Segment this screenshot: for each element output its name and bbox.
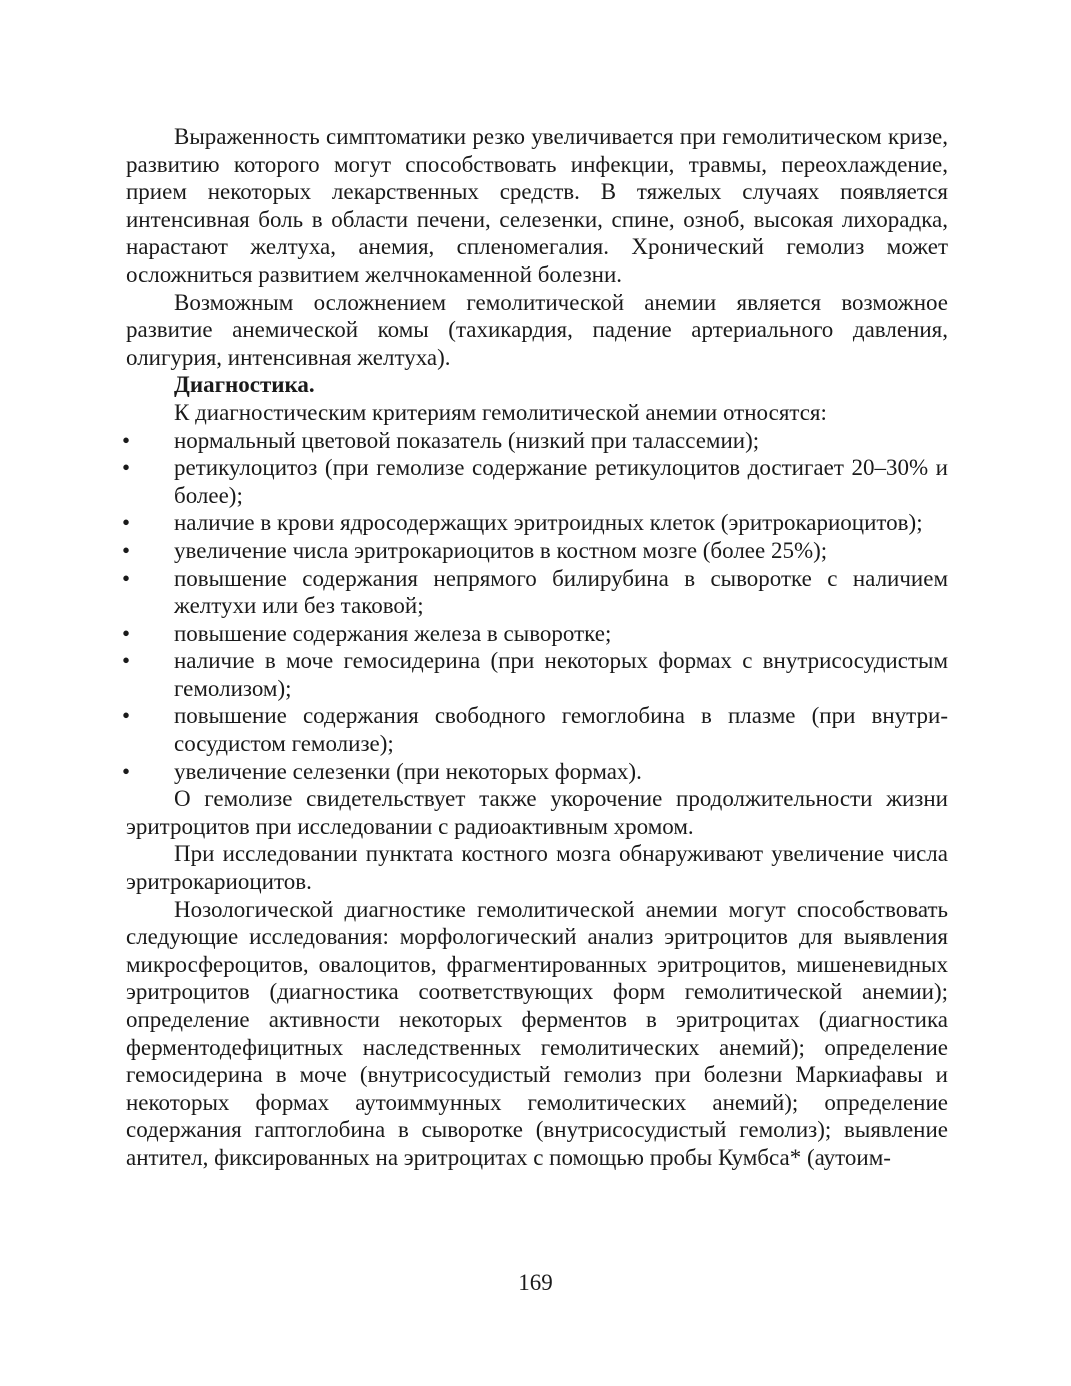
- list-item: [122, 537, 948, 565]
- paragraph-hemolytic-crisis: Выраженность симптоматики резко увеличивается при гемолитическом кризе, развитию которого могут способствовать инфекции, травмы, переохлаждение, прием некоторых лекарственных средств. В тяжелых случаях появляется интенсивная боль в области печени, селезенки, спине, озноб, высокая лихорадка, нарастают желтуха, анемия, спленомегалия. Хронический гемолиз может осложниться развитием желчнокаменной болезни.: [126, 124, 948, 287]
- list-item: [122, 509, 948, 537]
- list-item-text: увеличение селезенки (при некоторых формах).: [174, 758, 642, 784]
- list-item-text: наличие в моче гемосидерина (при некоторых формах с внутрисосудистым гемолизом);: [174, 648, 948, 701]
- bullet-icon: •: [122, 620, 131, 646]
- list-item-text: увеличение числа эритрокариоцитов в костном мозге (более 25%);: [174, 537, 828, 563]
- criteria-intro: К диагностическим критериям гемолитической анемии относятся:: [174, 399, 827, 425]
- list-item: [122, 647, 948, 702]
- bullet-icon: •: [122, 455, 131, 481]
- list-item-text: нормальный цветовой показатель (низкий при талассемии);: [174, 427, 760, 453]
- list-item: [122, 427, 948, 455]
- page-content: [122, 123, 948, 1172]
- list-item-text: наличие в крови ядросодержащих эритроидных клеток (эритрокариоцитов);: [174, 510, 923, 536]
- criteria-list: [122, 427, 948, 786]
- paragraph-bone-marrow: При исследовании пунктата костного мозга обнаруживают увеличение числа эритрокариоцитов.: [126, 841, 948, 895]
- list-item: [122, 620, 948, 648]
- bullet-icon: •: [122, 758, 131, 784]
- list-item: [122, 702, 948, 757]
- bullet-icon: •: [122, 537, 131, 563]
- list-item: [122, 454, 948, 509]
- list-item-text: повышение содержания непрямого билирубина в сыворотке с наличием желтухи или без таковой;: [174, 565, 948, 619]
- bullet-icon: •: [122, 510, 131, 536]
- list-item-text: повышение содержания железа в сыворотке;: [174, 620, 612, 646]
- bullet-icon: •: [122, 703, 131, 729]
- section-heading: Диагностика.: [174, 372, 315, 398]
- list-item-text: повышение содержания свободного гемоглобина в плазме (при внутрисосудистом гемолизе);: [174, 703, 948, 757]
- list-item: [122, 565, 948, 620]
- list-item-text: ретикулоцитоз (при гемолизе содержание ретикулоцитов достигает 20–30% и более);: [174, 455, 948, 508]
- bullet-icon: •: [122, 427, 131, 453]
- page-number: 169: [518, 1270, 553, 1295]
- paragraph-anemic-coma: Возможным осложнением гемолитической анемии является возможное развитие анемической комы (тахикардия, падение артериального давления, олигурия, интенсивная желтуха).: [126, 289, 948, 370]
- bullet-icon: •: [122, 565, 131, 591]
- paragraph-erythrocyte-lifespan: О гемолизе свидетельствует также укорочение продолжительности жизни эритроцитов при исследовании с радиоактивным хромом.: [126, 786, 948, 839]
- bullet-icon: •: [122, 648, 131, 674]
- list-item: [122, 758, 948, 786]
- paragraph-nosological-diagnostics: Нозологической диагностике гемолитической анемии могут способствовать следующие исследования: морфологический анализ эритроцитов для выявления микросфероцитов, овалоцитов, фрагментированных эритроцитов, мишеневидных эритроцитов (диагностика соответствующих форм гемолитической анемии); определение активности некоторых ферментов в эритроцитах (диагностика ферментодефицитных наследственных гемолитических анемий); определение гемосидерина в моче (внутрисосудистый гемолиз при болезни Маркиафавы и некоторых формах аутоиммунных гемолитических анемий); определение содержания гаптоглобина в сыворотке (внутрисосудистый гемолиз); выявление антител, фиксированных на эритроцитах с помощью пробы Кумбса* (аутоим-: [126, 896, 948, 1170]
